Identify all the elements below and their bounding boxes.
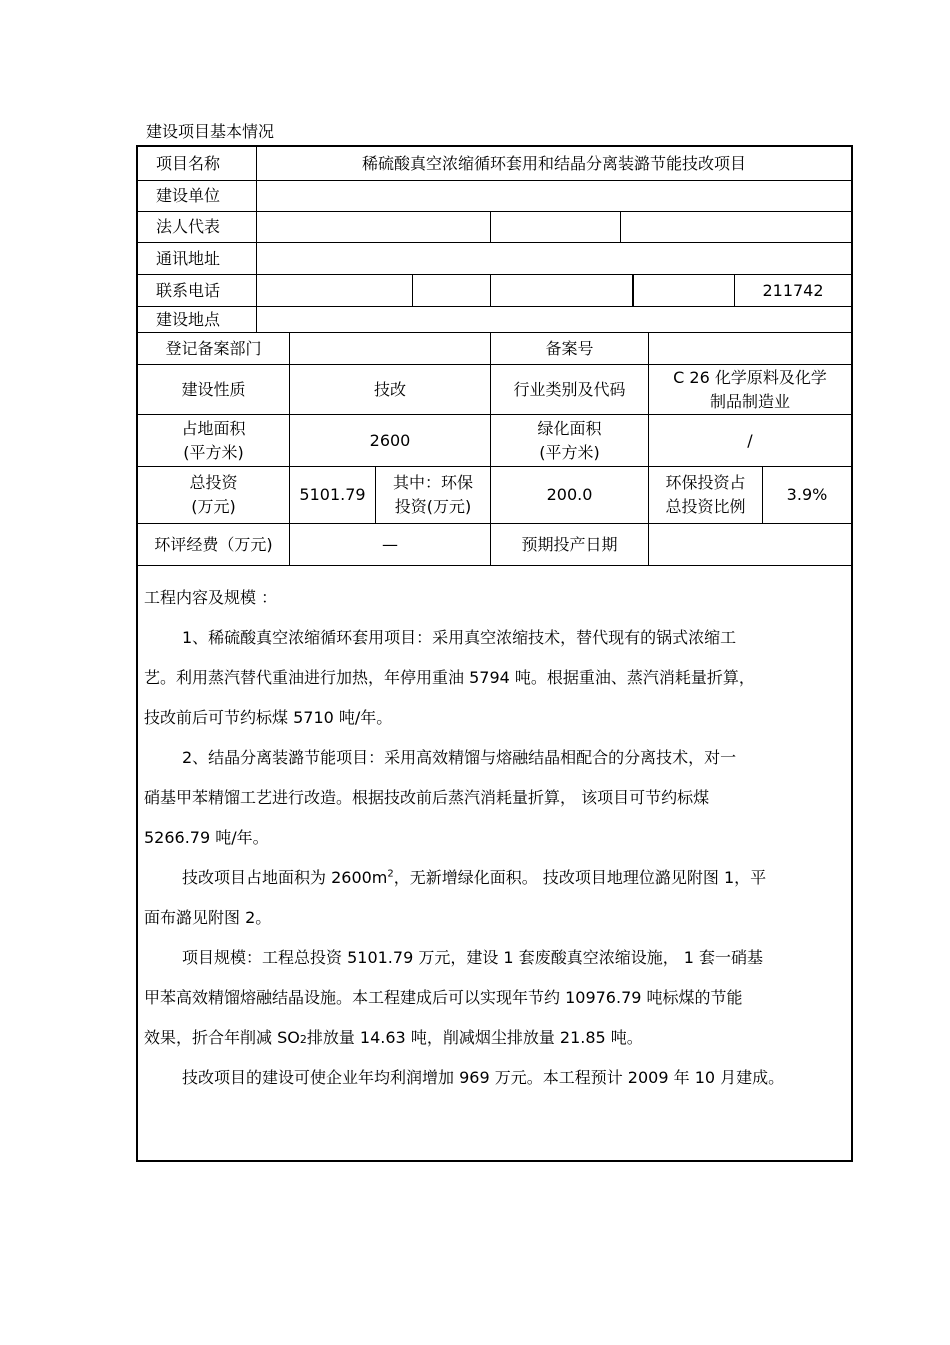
construction-nature-value: 技改 bbox=[373, 379, 406, 399]
industry-label: 行业类别及代码 bbox=[513, 379, 626, 399]
description-heading: 工程内容及规模 ： bbox=[144, 588, 278, 607]
eia-fee-label: 环评经费（万元) bbox=[154, 534, 273, 554]
table-caption: 建设项目基本情况 bbox=[146, 122, 275, 141]
registry-department-label: 登记备案部门 bbox=[165, 338, 262, 358]
legal-representative-label: 法人代表 bbox=[156, 217, 221, 236]
eia-fee-value: — bbox=[382, 534, 398, 554]
paragraph-4-line-1: 项目规模：工程总投资 5101.79 万元，建设 1 套废酸真空浓缩设施， 1 套一硝基 bbox=[182, 948, 764, 967]
env-ratio-label bbox=[649, 467, 762, 523]
green-area-label bbox=[491, 415, 648, 466]
paragraph-4-line-3 bbox=[144, 1018, 849, 1058]
env-investment-label-line2: 投资(万元) bbox=[394, 497, 472, 516]
paragraph-1-line-1: 1、稀硫酸真空浓缩循环套用项目：采用真空浓缩技术，替代现有的锅式浓缩工 bbox=[182, 628, 737, 647]
env-investment-value: 200.0 bbox=[546, 485, 593, 504]
area-unit-superscript: 2 bbox=[387, 868, 394, 880]
paragraph-4-line-3b: 排放量 14.63 吨，削减烟尘排放量 21.85 吨。 bbox=[306, 1028, 643, 1047]
paragraph-5-line-1: 技改项目的建设可使企业年均利润增加 969 万元。本工程预计 2009 年 10 月建成。 bbox=[182, 1068, 785, 1087]
total-investment-label-line1: 总投资 bbox=[189, 473, 238, 492]
contact-phone-label: 联系电话 bbox=[156, 280, 221, 300]
paragraph-1-line-2: 艺。利用蒸汽替代重油进行加热，年停用重油 5794 吨。根据重油、蒸汽消耗量折算， bbox=[144, 668, 755, 687]
industry-value-line1: C 26 化学原料及化学 bbox=[673, 367, 827, 387]
paragraph-2-line-3: 5266.79 吨/年。 bbox=[144, 828, 269, 847]
paragraph-2-line-1: 2、结晶分离装潞节能项目：采用高效精馏与熔融结晶相配合的分离技术，对一 bbox=[182, 748, 737, 767]
industry-value bbox=[649, 365, 851, 414]
construction-nature-label: 建设性质 bbox=[181, 379, 246, 399]
start-date-label: 预期投产日期 bbox=[521, 534, 618, 554]
paragraph-3-line-1a: 技改项目占地面积为 2600m bbox=[182, 868, 388, 887]
construction-unit-label: 建设单位 bbox=[156, 186, 221, 205]
land-area-label-line2: (平方米) bbox=[183, 442, 244, 462]
construction-site-label: 建设地点 bbox=[156, 309, 221, 329]
industry-value-line2: 制品制造业 bbox=[709, 391, 790, 411]
land-area-label bbox=[138, 415, 289, 466]
postcode-value: 211742 bbox=[762, 280, 824, 300]
total-investment-value: 5101.79 bbox=[299, 485, 366, 504]
green-area-value: / bbox=[747, 430, 753, 450]
env-investment-label bbox=[376, 467, 490, 523]
paragraph-3-line-1b: ，无新增绿化面积。 技改项目地理位潞见附图 1，平 bbox=[393, 868, 767, 887]
so2-subscript: 2 bbox=[299, 1033, 307, 1046]
env-ratio-label-line1: 环保投资占 bbox=[665, 473, 746, 492]
land-area-label-line1: 占地面积 bbox=[181, 418, 246, 438]
land-area-value: 2600 bbox=[369, 430, 411, 450]
project-name-label: 项目名称 bbox=[156, 153, 221, 173]
paragraph-4-line-3a: 效果，折合年削减 SO bbox=[144, 1028, 300, 1047]
green-area-label-line2: (平方米) bbox=[539, 442, 600, 462]
paragraph-3-line-2: 面布潞见附图 2。 bbox=[144, 908, 272, 927]
total-investment-label-line2: (万元) bbox=[191, 497, 236, 516]
env-investment-label-line1: 其中：环保 bbox=[392, 473, 473, 492]
green-area-label-line1: 绿化面积 bbox=[537, 418, 602, 438]
env-ratio-label-line2: 总投资比例 bbox=[665, 497, 746, 516]
paragraph-3-line-1 bbox=[144, 858, 849, 898]
project-description bbox=[144, 578, 849, 1098]
total-investment-label bbox=[138, 467, 289, 523]
env-ratio-value: 3.9% bbox=[786, 485, 828, 504]
paragraph-1-line-3: 技改前后可节约标煤 5710 吨/年。 bbox=[144, 708, 393, 727]
paragraph-2-line-2: 硝基甲苯精馏工艺进行改造。根据技改前后蒸汽消耗量折算， 该项目可节约标煤 bbox=[144, 788, 710, 807]
mailing-address-label: 通讯地址 bbox=[156, 248, 221, 268]
record-number-label: 备案号 bbox=[545, 338, 594, 358]
project-name-value: 稀硫酸真空浓缩循环套用和结晶分离装潞节能技改项目 bbox=[361, 153, 746, 173]
paragraph-4-line-2: 甲苯高效精馏熔融结晶设施。本工程建成后可以实现年节约 10976.79 吨标煤的节能 bbox=[144, 988, 743, 1007]
